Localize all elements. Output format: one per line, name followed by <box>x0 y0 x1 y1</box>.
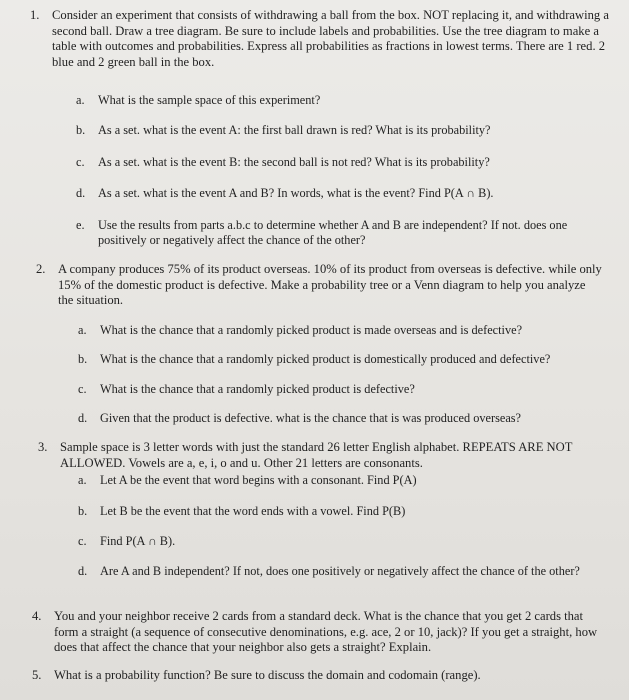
question-2-part-a <box>78 323 608 338</box>
question-number: 3. <box>38 440 48 454</box>
part-text: Given that the product is defective. what is the chance that is was produced overseas? <box>100 411 522 425</box>
question-1-part-e <box>76 218 606 248</box>
part-letter: a. <box>76 93 85 107</box>
part-letter: c. <box>78 382 87 396</box>
part-text: Let A be the event that word begins with a consonant. Find P(A) <box>100 473 417 487</box>
part-text: As a set. what is the event A: the first ball drawn is red? What is its probability? <box>98 123 491 137</box>
part-letter: b. <box>76 123 86 137</box>
part-text: As a set. what is the event A and B? In words, what is the event? Find P(A ∩ B). <box>98 186 494 200</box>
question-4 <box>32 609 600 656</box>
part-text: What is the chance that a randomly picked product is domestically produced and defective? <box>100 352 551 366</box>
part-letter: d. <box>76 186 86 200</box>
part-text: Let B be the event that the word ends with a vowel. Find P(B) <box>100 504 406 518</box>
question-text: What is a probability function? Be sure to discuss the domain and codomain (range). <box>54 668 481 682</box>
question-1-part-c <box>76 155 606 170</box>
question-number: 5. <box>32 668 42 682</box>
question-3-part-d <box>78 564 588 579</box>
question-2-part-d <box>78 411 608 426</box>
question-3-part-b <box>78 504 608 519</box>
part-text: Use the results from parts a.b.c to determine whether A and B are independent? If not. does one positively or negatively affect the chance of the other? <box>98 218 568 247</box>
part-text: What is the chance that a randomly picked product is defective? <box>100 382 415 396</box>
question-number: 4. <box>32 609 42 623</box>
part-text: Are A and B independent? If not, does one positively or negatively affect the chance of the other? <box>100 564 580 578</box>
question-text: A company produces 75% of its product overseas. 10% of its product from overseas is defective. while only 15% of the domestic product is defective. Make a probability tree or a Venn diagram to help you analyze the situation. <box>58 262 602 307</box>
question-number: 2. <box>36 262 46 276</box>
part-text: What is the chance that a randomly picked product is made overseas and is defective? <box>100 323 523 337</box>
part-letter: c. <box>76 155 85 169</box>
question-text: You and your neighbor receive 2 cards from a standard deck. What is the chance that you get 2 cards that form a straight (a sequence of consecutive denominations, e.g. ace, 2 or 10, jack)? If you get a straight, how does that affect the chance that your neighbor also gets a straight? Explain. <box>54 609 598 654</box>
question-3-part-c <box>78 534 608 549</box>
question-3-part-a <box>78 473 608 488</box>
question-5 <box>32 668 600 684</box>
question-2-part-b <box>78 352 608 367</box>
question-2-part-c <box>78 382 608 397</box>
part-letter: a. <box>78 323 87 337</box>
question-text: Consider an experiment that consists of withdrawing a ball from the box. NOT replacing it, and withdrawing a second ball. Draw a tree diagram. Be sure to include labels and probabilities. Use the tree diagram to make a table with outcomes and probabilities. Express all probabilities as fractions in lowest terms. There are 1 red. 2 blue and 2 green ball in the box. <box>52 8 609 69</box>
question-1-part-d <box>76 186 606 201</box>
part-letter: e. <box>76 218 85 232</box>
part-letter: b. <box>78 504 88 518</box>
part-text: What is the sample space of this experiment? <box>98 93 321 107</box>
part-text: Find P(A ∩ B). <box>100 534 176 548</box>
question-1-part-b <box>76 123 606 138</box>
part-letter: c. <box>78 534 87 548</box>
part-letter: a. <box>78 473 87 487</box>
part-text: As a set. what is the event B: the second ball is not red? What is its probability? <box>98 155 490 169</box>
question-2 <box>36 262 602 309</box>
question-text: Sample space is 3 letter words with just the standard 26 letter English alphabet. REPEATS ARE NOT ALLOWED. Vowels are a, e, i, o and u. Other 21 letters are consonants. <box>60 440 573 470</box>
question-1 <box>30 8 620 70</box>
question-number: 1. <box>30 8 40 22</box>
part-letter: d. <box>78 564 88 578</box>
question-3 <box>38 440 600 471</box>
part-letter: b. <box>78 352 88 366</box>
question-1-part-a <box>76 93 606 108</box>
part-letter: d. <box>78 411 88 425</box>
